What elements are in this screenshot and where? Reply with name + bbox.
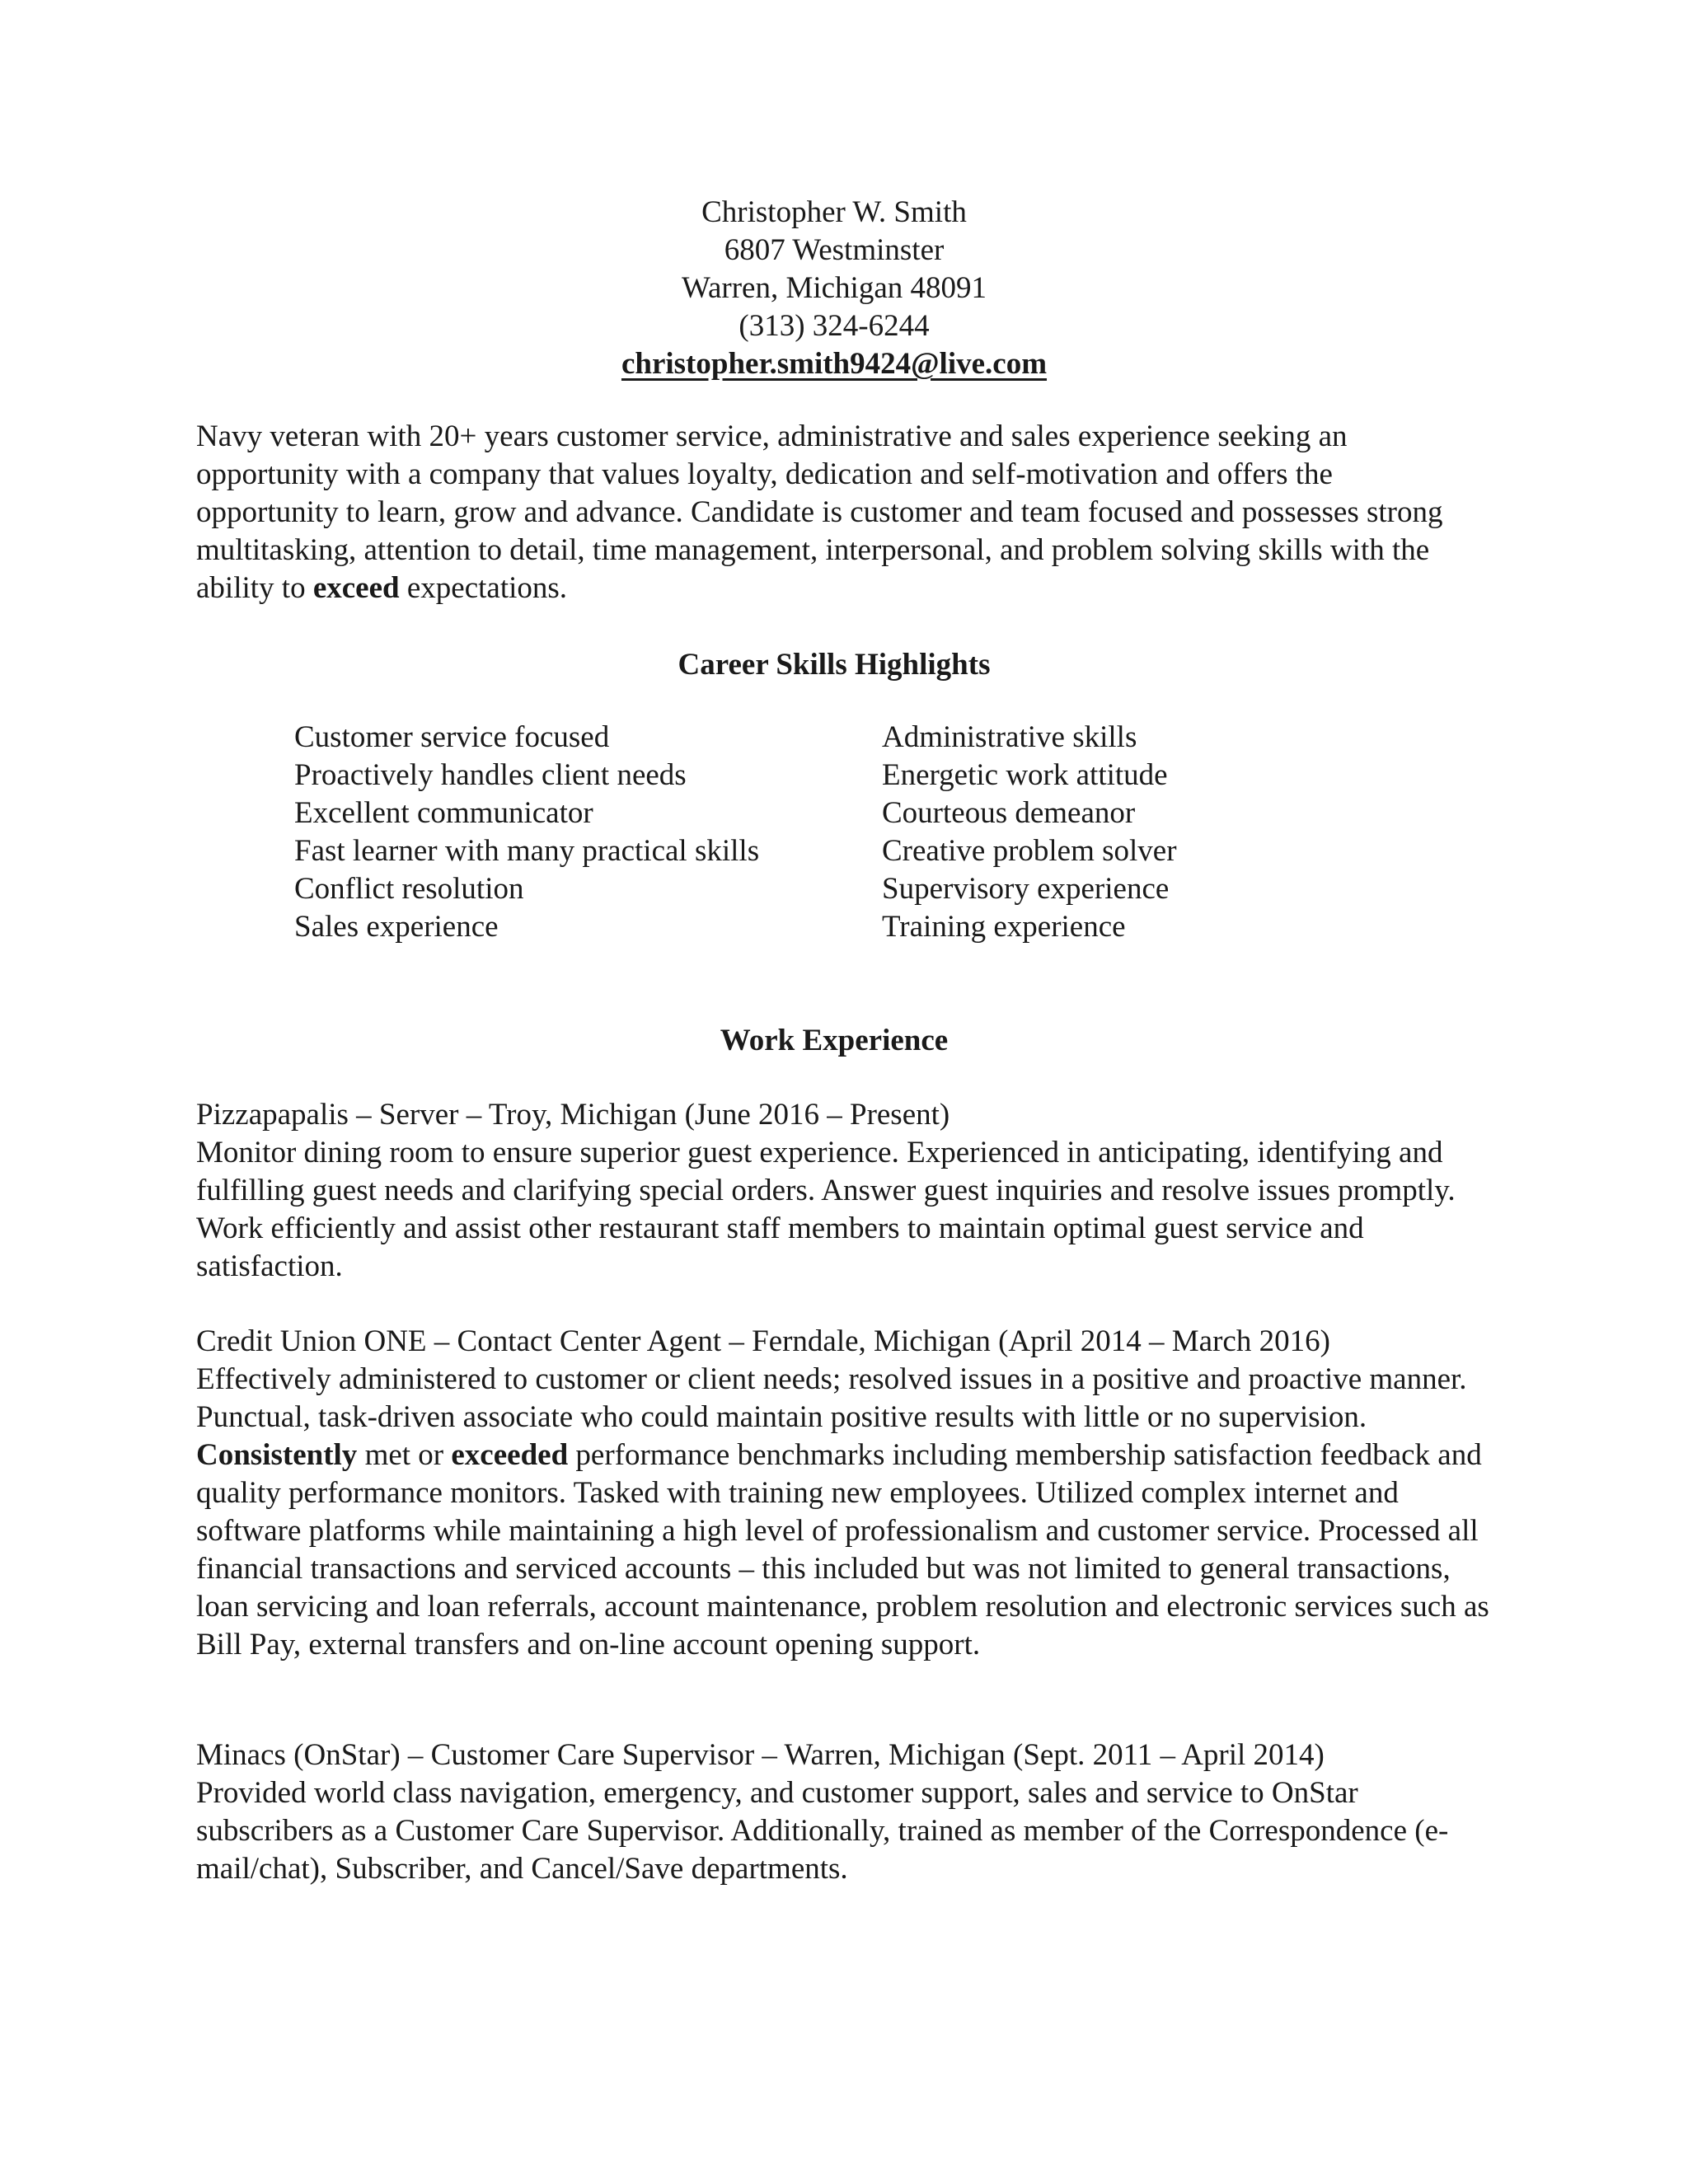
skill-item: Sales experience [294, 910, 499, 944]
work-experience-heading: Work Experience [720, 1024, 949, 1057]
skills-list-left [294, 719, 759, 946]
job-entry [196, 1323, 1490, 1664]
city-state-zip: Warren, Michigan 48091 [682, 271, 987, 305]
professional-summary [196, 418, 1482, 607]
summary-text: Navy veteran with 20+ years customer service, administrative and sales experience seeking an opportunity with a company that values loyalty, dedication and self-motivation and offers the opportunity to learn, grow and advance. Candidate is customer and team focused and possesses strong multitasking, attention to detail, time management, interpersonal, and problem solving skills with the ability to [196, 419, 1443, 605]
email-address: christopher.smith9424@live.com [621, 347, 1048, 381]
skill-item: Administrative skills [882, 720, 1137, 754]
skill-item: Conflict resolution [294, 872, 524, 906]
skill-item: Courteous demeanor [882, 796, 1136, 830]
skill-item: Proactively handles client needs [294, 758, 687, 792]
street-address: 6807 Westminster [724, 233, 945, 267]
job-description-emphasis: Consistently [196, 1438, 358, 1472]
phone-number: (313) 324-6244 [738, 309, 930, 343]
skill-item: Creative problem solver [882, 834, 1177, 868]
job-description: Provided world class navigation, emergency, and customer support, sales and service to OnStar subscribers as a Customer Care Supervisor. Additionally, trained as member of the Correspondence (e-mail/chat), Subscriber, and Cancel/Save departments. [196, 1776, 1449, 1886]
skills-heading: Career Skills Highlights [678, 648, 991, 682]
skill-item: Excellent communicator [294, 796, 593, 830]
skill-item: Fast learner with many practical skills [294, 834, 760, 868]
skills-list-right [882, 719, 1177, 946]
job-description-text: Effectively administered to customer or client needs; resolved issues in a positive and proactive manner. Punctual, task-driven associate who could maintain positive results with little or no supervision. [196, 1362, 1467, 1434]
job-description-text: performance benchmarks including membership satisfaction feedback and quality performance monitors. Tasked with training new employees. Utilized complex internet and software platforms while maintaining a high level of professionalism and customer service. Processed all financial transactions and serviced accounts – this included but was not limited to general transactions, loan servicing and loan referrals, account maintenance, problem resolution and electronic services such as Bill Pay, external transfers and on-line account opening support. [196, 1438, 1489, 1661]
skill-item: Energetic work attitude [882, 758, 1168, 792]
job-entry [196, 1736, 1490, 1888]
summary-emphasis: exceed [312, 571, 400, 605]
summary-text-end: expectations. [399, 571, 568, 605]
skill-item: Customer service focused [294, 720, 610, 754]
job-description-text: met or [357, 1438, 452, 1472]
full-name: Christopher W. Smith [701, 195, 967, 229]
job-description [196, 1361, 1490, 1664]
skill-item: Training experience [882, 910, 1126, 944]
skill-item: Supervisory experience [882, 872, 1170, 906]
job-entry [196, 1096, 1490, 1286]
job-heading: Pizzapapalis – Server – Troy, Michigan (June 2016 – Present) [196, 1098, 950, 1132]
summary-paragraph [196, 418, 1482, 607]
job-heading: Minacs (OnStar) – Customer Care Supervisor – Warren, Michigan (Sept. 2011 – April 2014) [196, 1738, 1325, 1772]
job-heading: Credit Union ONE – Contact Center Agent – Ferndale, Michigan (April 2014 – March 2016) [196, 1324, 1330, 1358]
job-description-emphasis: exceeded [451, 1438, 569, 1472]
contact-header [0, 194, 1668, 383]
job-description: Monitor dining room to ensure superior guest experience. Experienced in anticipating, identifying and fulfilling guest needs and clarifying special orders. Answer guest inquiries and resolve issues promptly. Work efficiently and assist other restaurant staff members to maintain optimal guest service and satisfaction. [196, 1136, 1456, 1283]
